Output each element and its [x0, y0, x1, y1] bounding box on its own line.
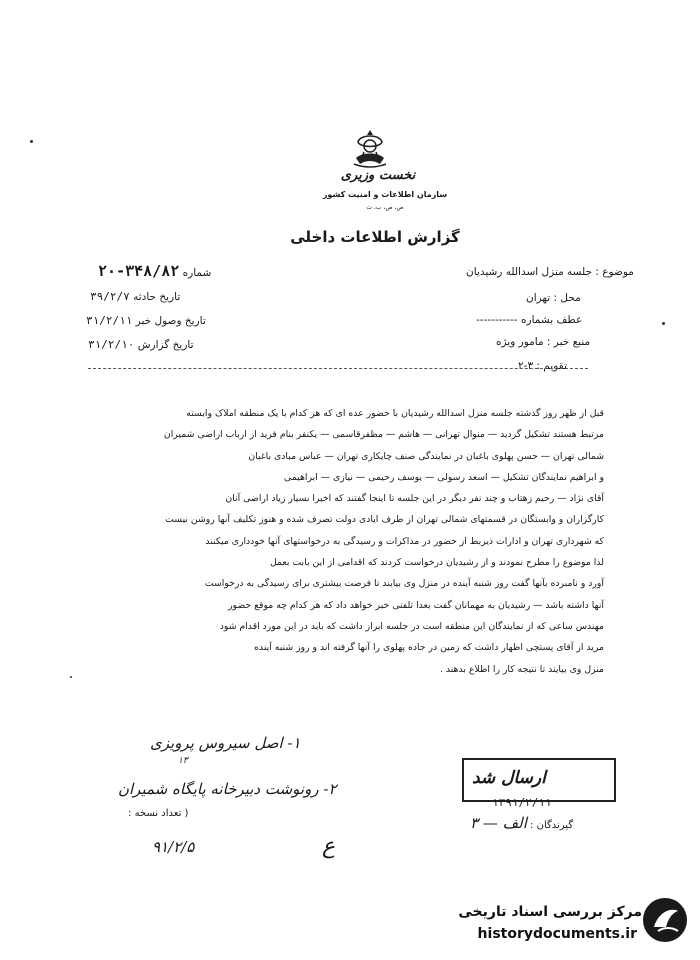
header-divider [88, 368, 588, 369]
scan-speck [30, 140, 33, 143]
meta-subject: موضوع : جلسه منزل اسدالله رشیدیان [466, 266, 634, 278]
receipt-date-label: تاریخ وصول خبر [135, 315, 206, 327]
archive-logo-icon [640, 895, 690, 945]
watermark-url: historydocuments.ir [477, 926, 637, 942]
organization-subline: ص، ص، ب، ت [366, 204, 404, 211]
ministry-name: نخست وزیری [340, 168, 416, 183]
scan-speck [662, 322, 665, 325]
number-value: ۳۴۸/۸۲-۲۰ [98, 262, 180, 280]
event-date-value: ۳۹/۲/۷ [90, 290, 130, 303]
meta-number [98, 262, 211, 280]
report-title: گزارش اطلاعات داخلی [290, 228, 460, 246]
body-line: آورد و نامبرده بآنها گفت روز شنبه آینده در منزل وی بیایند تا فرصت بیشتری برای رسیدگی به درخواست [204, 578, 604, 590]
assessment-value: ۳-۲ [518, 360, 534, 372]
report-date-value: ۳۱/۲/۱۰ [88, 338, 135, 351]
recipients-value: الف — ۳ [470, 814, 527, 832]
stamp-text: ارسال شد [472, 768, 546, 788]
meta-event-date [90, 290, 180, 303]
body-line: آنها داشته باشد — رشیدیان به مهمانان گفت بعدا تلفنی خبر خواهد داد که هر کدام چه موقع حضور [228, 599, 604, 611]
handwritten-note-2: ۲- رونوشت دبیرخانه پایگاه شمیران [118, 780, 337, 798]
assessment-label: تقویم [543, 360, 567, 372]
body-line: و ابراهیم نمایندگان تشکیل — اسعد رسولی — یوسف رحیمی — نیازی — ابراهیمی [284, 471, 604, 483]
receipt-date-value: ۳۱/۲/۱۱ [86, 314, 133, 327]
copies-value: ۹۱/۲/۵ [152, 838, 195, 856]
stamp-number: ۱۳۹۱/۲/۱۱ [492, 796, 552, 809]
body-line: لذا موضوع را مطرح نمودند و از رشیدیان درخواست کردند که اقدامی از این بابت بعمل [269, 557, 604, 569]
subject-value: جلسه منزل اسدالله رشیدیان [466, 266, 593, 278]
place-label: محل [560, 292, 581, 304]
body-line: مهندس ساعی که از نمایندگان این منطقه است در جلسه ابراز داشت که باید در این مورد اقدام شود [219, 620, 604, 632]
recipients-label: گیرندگان [536, 820, 574, 831]
body-line: منزل وی بیایند تا نتیجه کار را اطلاع بدهند . [439, 663, 604, 675]
handwritten-squiggle: ع [322, 834, 336, 859]
meta-place: محل : تهران [526, 292, 581, 304]
report-body [92, 403, 604, 680]
body-line: قبل از ظهر روز گذشته جلسه منزل اسدالله رشیدیان با حضور عده ای که هر کدام با یک منطقه املاک وابسته [186, 408, 604, 419]
copies: ( تعداد نسخه : [128, 808, 189, 819]
meta-receipt-date [86, 314, 206, 327]
copies-label: تعداد نسخه [134, 808, 182, 819]
handwritten-note-1: ۱- اصل سیروس پرویزی [150, 734, 301, 752]
meta-report-date [88, 338, 194, 351]
ref-value: ----------- [476, 314, 518, 326]
body-line: کارگزاران و وابستگان در قسمتهای شمالی تهران از طرف ایادی دولت تصرف شده و هنوز تکلیف آنها روشن نیست [165, 514, 604, 526]
meta-source: منبع خبر : مامور ویژه [496, 336, 591, 348]
body-line: آقای نژاد — رحیم زهتاب و چند نفر دیگر در این جلسه تا اینجا گفتند که اخیرا بسیار زیاد اراضی آنان [225, 493, 604, 505]
organization-name: سازمان اطلاعات و امنیت کشور [322, 190, 448, 199]
body-line: شمالی تهران — حسن پهلوی باغبان در نمایندگی صنف چایکاری تهران — عباس مبادی باغبان [248, 450, 604, 462]
meta-assessment: تقویم : ۳-۲ [518, 360, 567, 372]
source-label: منبع خبر [553, 336, 591, 348]
source-value: مامور ویژه [496, 336, 544, 348]
report-date-label: تاریخ گزارش [137, 339, 194, 351]
scan-speck [70, 676, 72, 678]
place-value: تهران [526, 292, 551, 304]
body-line: مرید از آقای پستچی اظهار داشت که زمین در جاده پهلوی را آنها گرفته اند و روز شنبه آینده [254, 642, 604, 654]
recipients: گیرندگان : الف — ۳ [470, 814, 574, 832]
handwritten-note-1-number: ۱۳ [178, 756, 188, 766]
meta-ref [476, 314, 582, 326]
body-line: که شهرداری تهران و ادارات ذیربط از حضور در مذاکرات و رسیدگی به درخواستهای آنها خودداری میکنند [205, 535, 604, 547]
body-line: مرتبط هستند تشکیل گردید — منوال تهرانی — هاشم — مظفرقاسمی — یکنفر بنام فرید از ارباب اراضی شمیران [163, 429, 604, 441]
event-date-label: تاریخ حادثه [133, 291, 181, 303]
number-label: شماره [182, 267, 212, 279]
watermark-center-name: مرکز بررسی اسناد تاریخی [458, 904, 642, 920]
subject-label: موضوع [602, 266, 634, 278]
ref-label: عطف بشماره [521, 314, 583, 326]
lion-and-sun-emblem [350, 128, 390, 172]
